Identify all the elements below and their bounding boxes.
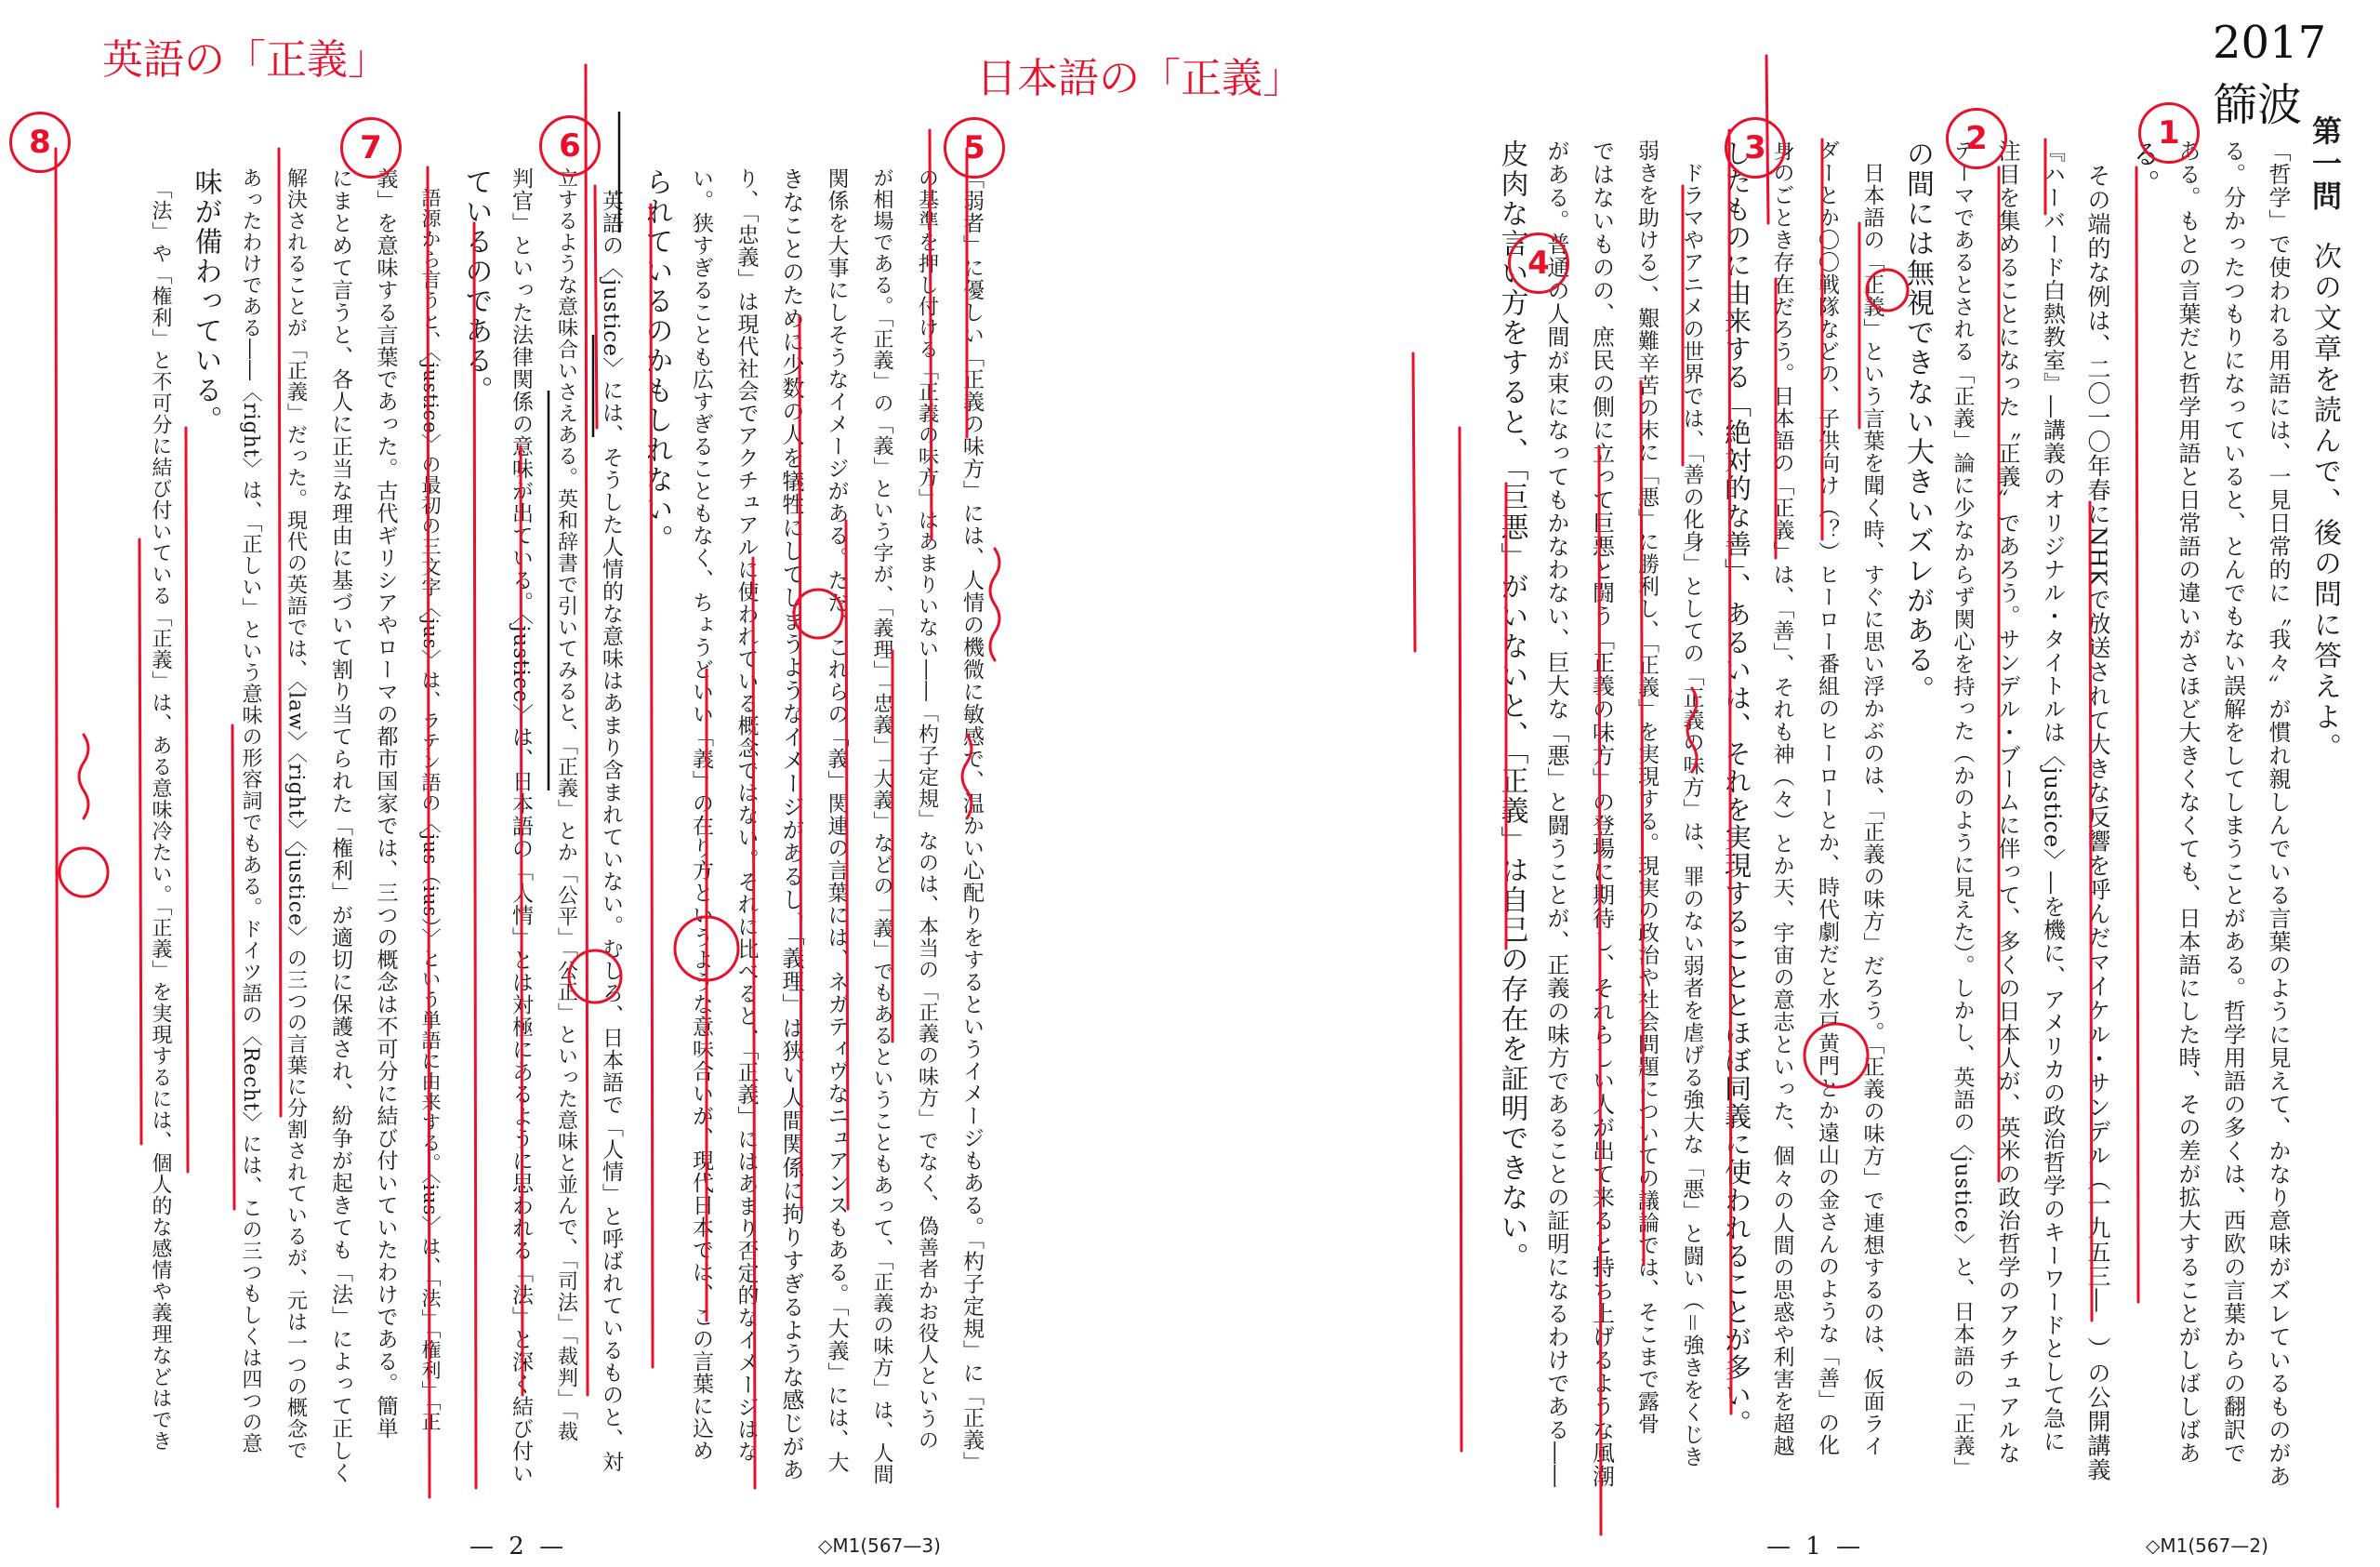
- circle-number-5: 5: [944, 117, 1005, 179]
- question-instruction: 次の文章を読んで、後の問に答えよ。: [2308, 242, 2341, 764]
- text-column: い。狭すぎることも広すぎることもなく、ちょうどいい「義」の在り方というような意味合いが、現代日本では、この言葉に込め: [689, 167, 713, 1462]
- text-column: テーマであるとされる「正義」論に少なからず関心を持った（かのように見えた）。しかし、英語の〈justice〉と、日本語の「正義」: [1950, 139, 1975, 1480]
- circle-number-4: 4: [1508, 232, 1569, 294]
- circle-number-3: 3: [1725, 117, 1786, 179]
- text-column: が相場である。「正義」の「義」という字が、「義理」「忠義」「大義」などの「義」でもあるということもあって、「正義の味方」は、人間: [870, 167, 893, 1485]
- text-column: ではないものの、庶民の側に立って巨悪と闘う「正義の味方」の登場に期待し、それらしい人が出て来ると持ち上げるような風潮: [1588, 139, 1615, 1488]
- text-column: その端的な例は、二〇一〇年春にNHKで放送されて大きな反響を呼んだマイケル・サンデル（一九五三― ）の公開講義: [2084, 139, 2111, 1482]
- text-column: 義」を意味する言葉であった。古代ギリシアやローマの都市国家では、三つの概念は不可分に結び付いていたわけである。簡単: [373, 167, 398, 1440]
- text-column: きなことのために少数の人を犠牲にしてしまうようなイメージがあるし、「義理」は狭い人間関係に拘りすぎるような感じがあ: [778, 167, 804, 1481]
- text-column: ているのである。: [459, 167, 493, 405]
- right-page-code: ◇M1(567—2): [2146, 1534, 2268, 1557]
- handwritten-year-note: 2017 篩波: [2213, 17, 2327, 131]
- right-page-number: — 1 —: [1766, 1533, 1865, 1560]
- circle-number-7: 7: [340, 117, 402, 179]
- text-column: の基準を押し付ける「正義の味方」はあまりいない――「杓子定規」なのは、本当の「正義の味方」でなく、偽善者かお役人というの: [915, 167, 939, 1451]
- text-column: 英語の〈justice〉には、そうした人情的な意味はあまり含まれていない。むしろ、日本語で「人情」と呼ばれているものと、対: [599, 167, 623, 1473]
- text-column: 解決されることが「正義」だった。現代の英語では、〈law〉〈right〉〈justice〉の三つの言葉に分割されているが、元は一つの概念で: [284, 167, 308, 1462]
- text-column: 判官」といった法律関係の意味が出ている。〈justice〉は、日本語の「人情」とは対極にあるように思われる「法」と深く結び付い: [509, 167, 533, 1485]
- section-divider-left: [586, 65, 588, 1395]
- text-column: 身のごとき存在だろう。日本語の「正義」は、「善」、それも神（々）とか天、宇宙の意志といった、個々の人間の思惑や利害を超越: [1769, 139, 1794, 1457]
- text-column: ある。もとの言葉だと哲学用語と日常語の違いがさほど大きくなくても、日本語にした時、その差が拡大することがしばしばあ: [2175, 139, 2201, 1465]
- circle-number-8: 8: [9, 112, 71, 173]
- circle-number-6: 6: [539, 115, 601, 177]
- text-column: 関係を大事にしそうなイメージがある。ただ、これらの「義」関連の言葉には、ネガティヴなニュアンスもある。「大義」には、大: [824, 167, 849, 1474]
- left-page-code: ◇M1(567—3): [818, 1534, 941, 1557]
- text-column: 「法」や「権利」と不可分に結び付いている「正義」は、ある意味冷たい。「正義」を実現するには、個人的な感情や義理などはでき: [149, 167, 172, 1452]
- text-column: られているのかもしれない。: [640, 167, 673, 554]
- text-column: 注目を集めることになった〝正義〟であろう。サンデル・ブームに伴って、多くの日本人が、英米の政治哲学のアクチュアルな: [1994, 139, 2020, 1465]
- text-column: 弱きを助ける）、艱難辛苦の末に「悪」に勝利し、「正義」を実現する。現実の政治や社会問題についての議論では、そこまで露骨: [1634, 139, 1659, 1435]
- text-column: あったわけである――〈right〉は、「正しい」という意味の形容詞でもある。ドイツ語の〈Recht〉には、この三つもしくは四つの意: [239, 167, 262, 1454]
- left-page-number: — 2 —: [469, 1533, 568, 1560]
- text-column: る。: [2126, 139, 2160, 199]
- text-column: がある。普通の人間が束になってもかなわない、巨大な「悪」と闘うことが、正義の味方であることの証明になるわけである――: [1543, 139, 1569, 1488]
- text-column: 立するような意味合いさえある。英和辞書で引いてみると、「正義」とか「公平」「公正」といった意味と並んで、「司法」「裁判」「裁: [554, 167, 578, 1442]
- text-column: り、「忠義」は現代社会でアクチュアルに使われている概念ではない。それに比べると、「正義」にはあまり否定的なイメージはな: [734, 167, 759, 1463]
- text-column: の間には無視できない大きいズレがある。: [1901, 139, 1934, 705]
- handwritten-label-english: 英語の「正義」: [102, 36, 389, 84]
- circle-number-1: 1: [2138, 102, 2200, 164]
- text-column: 『ハーバード白熱教室』―講義のオリジナル・タイトルは〈justice〉―を機に、アメリカの政治哲学のキーワードとして急に: [2039, 139, 2066, 1454]
- text-column: 皮肉な言い方をすると、「巨悪」がいないと、「正義」は自己の存在を証明できない。: [1495, 139, 1528, 1272]
- circle-number-2: 2: [1946, 108, 2007, 169]
- text-column: 「弱者」に優しい「正義の味方」には、人情の機微に敏感で、温かい心配りをするというイメージもある。「杓子定規」に「正義」: [959, 167, 984, 1474]
- text-column: 語源から言うと、〈justice〉の最初の三文字〈jus〉は、ラテン語の〈jus（ius）〉という単語に由来する。〈ius〉は、「法」「権利」「正: [419, 167, 442, 1432]
- section-divider-right: [1766, 56, 1768, 223]
- text-column: ダーとか〇〇戦隊などの、子供向け（？）ヒーロー番組のヒーローとか、時代劇だと水戸黄門とか遠山の金さんのような「善」の化: [1815, 139, 1839, 1456]
- question-heading: 第一問: [2307, 115, 2343, 213]
- text-column: したものに由来する「絶対的な善」、あるいは、それを実現することとほぼ同義に使われることが多い。: [1721, 139, 1752, 1438]
- text-column: ドラマやアニメの世界では、「善の化身」としての「正義の味方」は、罪のない弱者を虐げる強大な「悪」と闘い（＝強きをくじき: [1679, 139, 1704, 1468]
- text-column: る。分かったつもりになっていると、とんでもない誤解をしてしまうことがある。哲学用語の多くは、西欧の言葉からの翻訳で: [2219, 139, 2246, 1465]
- text-column: 「哲学」で使われる用語には、一見日常的に〝我々〟が慣れ親しんでいる言葉のように見えて、かなり意味がズレているものがあ: [2265, 139, 2291, 1488]
- text-column: 日本語の「正義」という言葉を聞く時、すぐに思い浮かぶのは、「正義の味方」だろう。「正義の味方」で連想するのは、仮面ライ: [1859, 139, 1884, 1457]
- text-column: にまとめて言うと、各人に正当な理由に基づいて割り当てられた「権利」が適切に保護され、紛争が起きても「法」によって正しく: [328, 167, 352, 1484]
- handwritten-label-japanese: 日本語の「正義」: [976, 55, 1303, 102]
- text-column: 味が備わっている。: [189, 167, 222, 435]
